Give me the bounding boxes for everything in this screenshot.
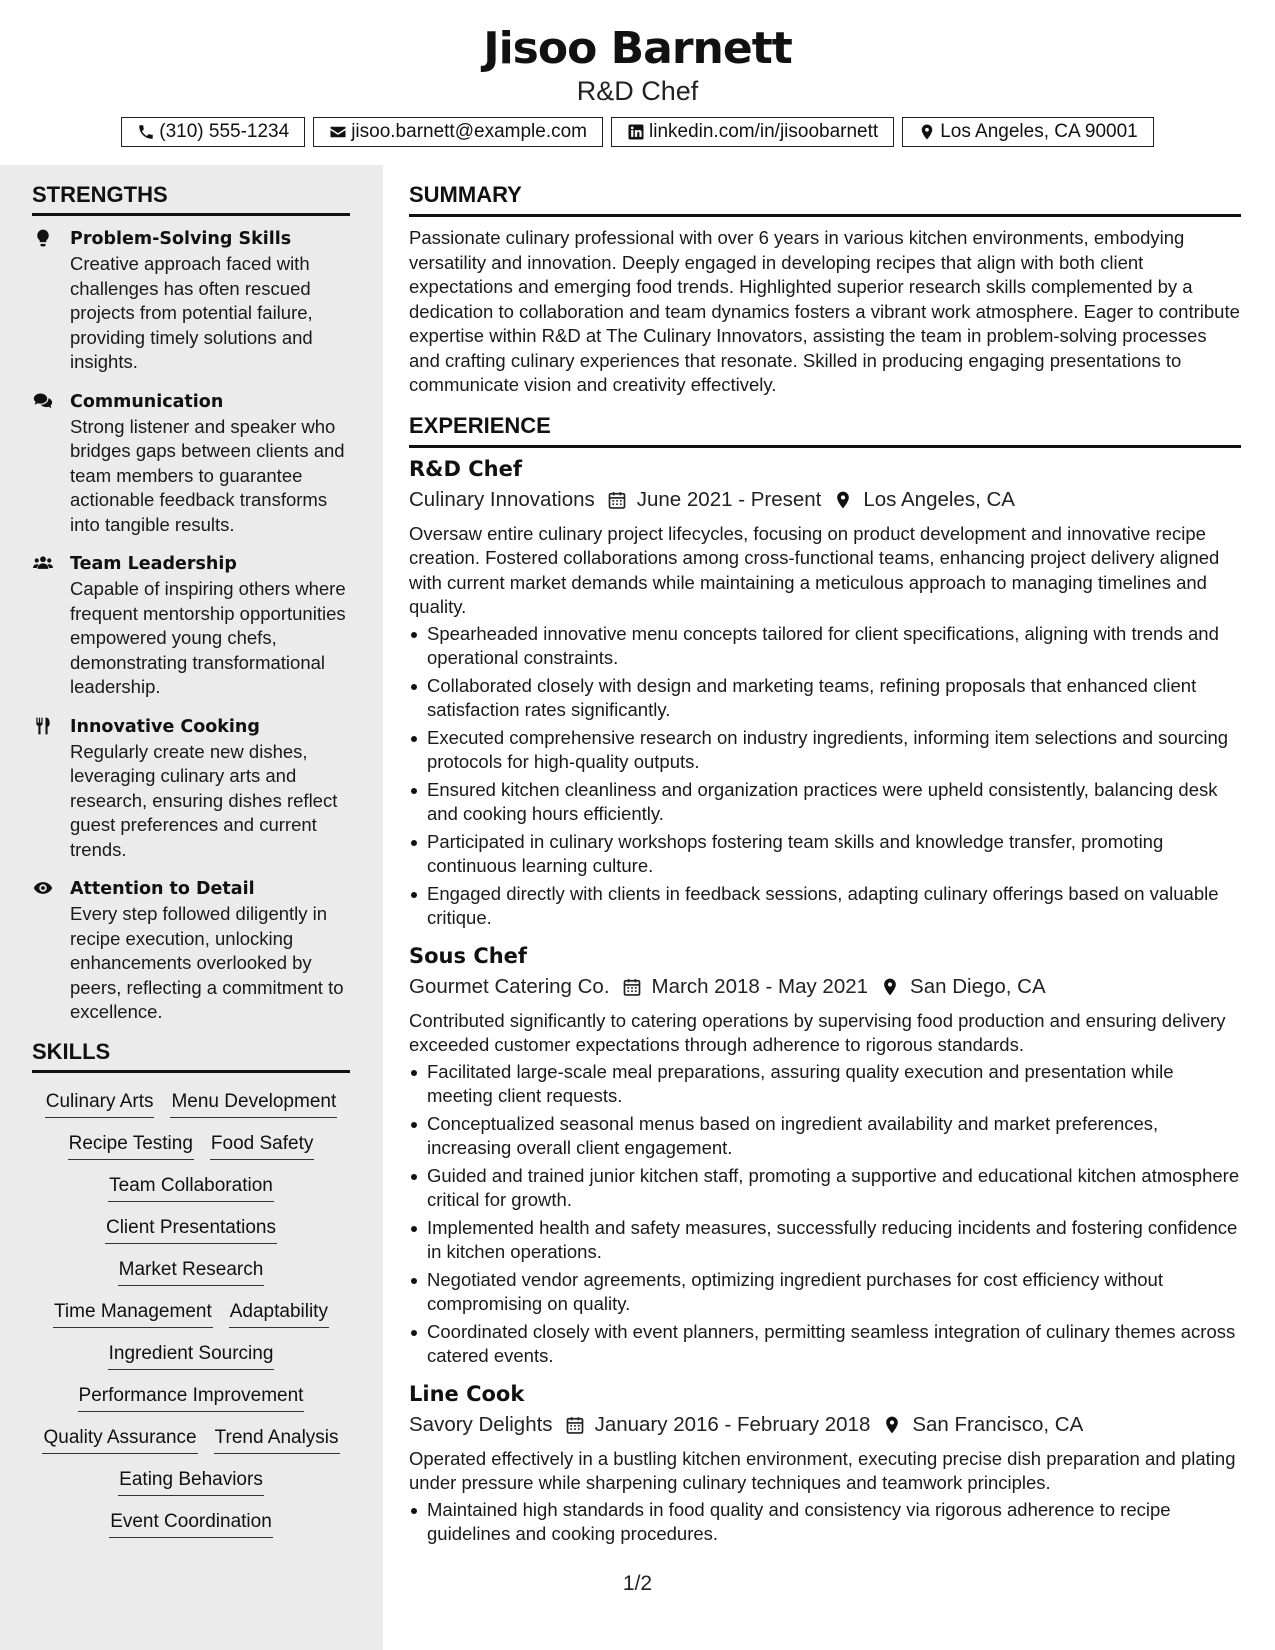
linkedin-icon [627, 123, 645, 141]
skill-tag: Event Coordination [109, 1509, 273, 1538]
utensils-icon [32, 716, 54, 736]
strengths-list [32, 226, 350, 1025]
comments-icon [32, 391, 54, 411]
skill-tag: Adaptability [229, 1299, 329, 1328]
job-meta [409, 1410, 1241, 1440]
list-item: Implemented health and safety measures, successfully reducing incidents and fostering confidence in kitchen operations. [409, 1216, 1241, 1265]
list-item: Ensured kitchen cleanliness and organization practices were upheld consistently, balancing desk and cooking hours efficiently. [409, 778, 1241, 827]
list-item: Spearheaded innovative menu concepts tailored for client specifications, aligning with trends and operational constraints. [409, 622, 1241, 671]
contact-email[interactable]: jisoo.barnett@example.com [313, 117, 603, 147]
strength-item [32, 551, 350, 700]
job-location: San Diego, CA [910, 974, 1046, 998]
contact-phone[interactable]: (310) 555-1234 [121, 117, 305, 147]
skill-tag: Quality Assurance [42, 1425, 197, 1454]
skill-tag: Menu Development [170, 1089, 337, 1118]
calendar-icon [622, 977, 642, 997]
job-meta [409, 485, 1241, 515]
skill-tag: Market Research [118, 1257, 265, 1286]
map-pin-icon [880, 977, 900, 997]
contact-linkedin[interactable]: linkedin.com/in/jisoobarnett [611, 117, 894, 147]
list-item: Coordinated closely with event planners, permitting seamless integration of culinary themes across catered events. [409, 1320, 1241, 1369]
summary-text: Passionate culinary professional with over 6 years in various kitchen environments, embodying versatility and innovation. Deeply engaged in developing recipes that align with both client expectations and emerging food trends. Highlighted superior research skills complemented by a dedication to collaboration and team dynamics fosters a vibrant work atmosphere. Eager to contribute expertise within R&D at The Culinary Innovators, assisting the team in problem-solving processes and crafting culinary experiences that resonate. Skilled in producing engaging presentations to communicate vision and creativity effectively. [409, 227, 1240, 395]
eye-icon [32, 878, 54, 898]
list-item: Engaged directly with clients in feedback sessions, adapting culinary offerings based on valuable critique. [409, 882, 1241, 931]
page-number: 1/2 [622, 1572, 653, 1595]
contact-location[interactable]: Los Angeles, CA 90001 [902, 117, 1154, 147]
strength-title: Attention to Detail [70, 879, 255, 899]
resume-header [0, 0, 1275, 165]
job-bullets [409, 622, 1241, 931]
job-bullets [409, 1060, 1241, 1369]
list-item: Collaborated closely with design and marketing teams, refining proposals that enhanced client satisfaction rates significantly. [409, 674, 1241, 723]
skill-tag: Eating Behaviors [118, 1467, 264, 1496]
calendar-icon [607, 490, 627, 510]
candidate-title: R&D Chef [576, 76, 699, 106]
envelope-icon [329, 123, 347, 141]
experience-heading: EXPERIENCE [409, 413, 1241, 448]
strength-item [32, 876, 350, 1025]
strength-description: Regularly create new dishes, leveraging culinary arts and research, ensuring dishes reflect guest preferences and current trends. [70, 740, 338, 860]
skill-tag: Ingredient Sourcing [108, 1341, 275, 1370]
users-icon [32, 553, 54, 573]
job-dates: March 2018 - May 2021 [651, 974, 869, 998]
strength-item [32, 714, 350, 863]
map-pin-icon [882, 1415, 902, 1435]
lightbulb-icon [32, 228, 54, 248]
strength-title: Communication [70, 391, 224, 412]
skill-tag: Client Presentations [105, 1215, 277, 1244]
strength-item [32, 389, 350, 538]
candidate-name: Jisoo Barnett [483, 23, 792, 74]
skill-tag: Performance Improvement [78, 1383, 305, 1412]
skill-tag: Recipe Testing [68, 1131, 194, 1160]
strength-item [32, 226, 350, 375]
list-item: Facilitated large-scale meal preparations, assuring quality execution and presentation while meeting client requests. [409, 1060, 1241, 1109]
summary-heading: SUMMARY [409, 182, 1241, 217]
map-pin-icon [918, 123, 936, 141]
sidebar [0, 165, 383, 1650]
job-dates: January 2016 - February 2018 [594, 1412, 871, 1436]
calendar-icon [565, 1415, 585, 1435]
strength-description: Creative approach faced with challenges has often rescued projects from potential failure, providing timely solutions and insights. [70, 253, 313, 372]
list-item: Participated in culinary workshops fostering team skills and knowledge transfer, promoting continuous learning culture. [409, 830, 1241, 879]
skill-tag: Time Management [53, 1299, 213, 1328]
job-company: Culinary Innovations [409, 487, 595, 511]
job-description: Contributed significantly to catering operations by supervising food production and ensuring delivery exceeded customer expectations through adherence to rigorous standards. [409, 1009, 1226, 1055]
job-title: R&D Chef [409, 456, 522, 481]
list-item: Negotiated vendor agreements, optimizing ingredient purchases for cost efficiency without compromising on quality. [409, 1268, 1241, 1317]
job-location: Los Angeles, CA [863, 487, 1015, 511]
job-title: Sous Chef [409, 943, 528, 968]
skill-tag: Culinary Arts [45, 1089, 155, 1118]
skills-list [32, 1089, 350, 1538]
skills-heading: SKILLS [32, 1039, 350, 1073]
main-column [409, 182, 1241, 1550]
list-item: Guided and trained junior kitchen staff, promoting a supportive and educational kitchen atmosphere critical for growth. [409, 1164, 1241, 1213]
strength-title: Innovative Cooking [70, 716, 260, 737]
job-entry [409, 1379, 1241, 1547]
list-item: Executed comprehensive research on industry ingredients, informing item selections and sourcing protocols for high-quality outputs. [409, 726, 1241, 775]
job-entry [409, 941, 1241, 1369]
job-location: San Francisco, CA [912, 1412, 1084, 1436]
job-description: Oversaw entire culinary project lifecycles, focusing on product development and innovative recipe creation. Fostered collaborations among cross-functional teams, enhancing project delivery aligned with current market demands while maintaining a meticulous approach to managing timelines and quality. [409, 522, 1220, 617]
job-company: Gourmet Catering Co. [409, 974, 610, 998]
strength-description: Strong listener and speaker who bridges gaps between clients and team members to guarantee actionable feedback transforms into tangible results. [70, 415, 345, 535]
list-item: Conceptualized seasonal menus based on ingredient availability and market preferences, increasing overall client engagement. [409, 1112, 1241, 1161]
strength-description: Every step followed diligently in recipe execution, unlocking enhancements overlooked by peers, reflecting a commitment to excellence. [70, 903, 344, 1022]
job-description: Operated effectively in a bustling kitchen environment, executing precise dish preparation and plating under pressure while sharpening culinary techniques and teamwork principles. [409, 1447, 1236, 1493]
map-pin-icon [833, 490, 853, 510]
job-title: Line Cook [409, 1381, 525, 1406]
contact-bar [0, 117, 1275, 147]
job-entry [409, 454, 1241, 931]
strength-title: Problem-Solving Skills [70, 229, 292, 249]
skill-tag: Trend Analysis [214, 1425, 340, 1454]
skill-tag: Team Collaboration [108, 1173, 274, 1202]
strengths-heading: STRENGTHS [32, 182, 350, 216]
strength-description: Capable of inspiring others where frequent mentorship opportunities empowered young chefs, demonstrating transformational leadership. [70, 578, 346, 697]
job-dates: June 2021 - Present [636, 487, 822, 511]
skill-tag: Food Safety [210, 1131, 314, 1160]
list-item: Maintained high standards in food quality and consistency via rigorous adherence to recipe guidelines and cooking procedures. [409, 1498, 1241, 1547]
strength-title: Team Leadership [70, 554, 237, 574]
job-company: Savory Delights [409, 1412, 553, 1436]
phone-icon [137, 123, 155, 141]
job-meta [409, 972, 1241, 1002]
job-bullets [409, 1498, 1241, 1547]
